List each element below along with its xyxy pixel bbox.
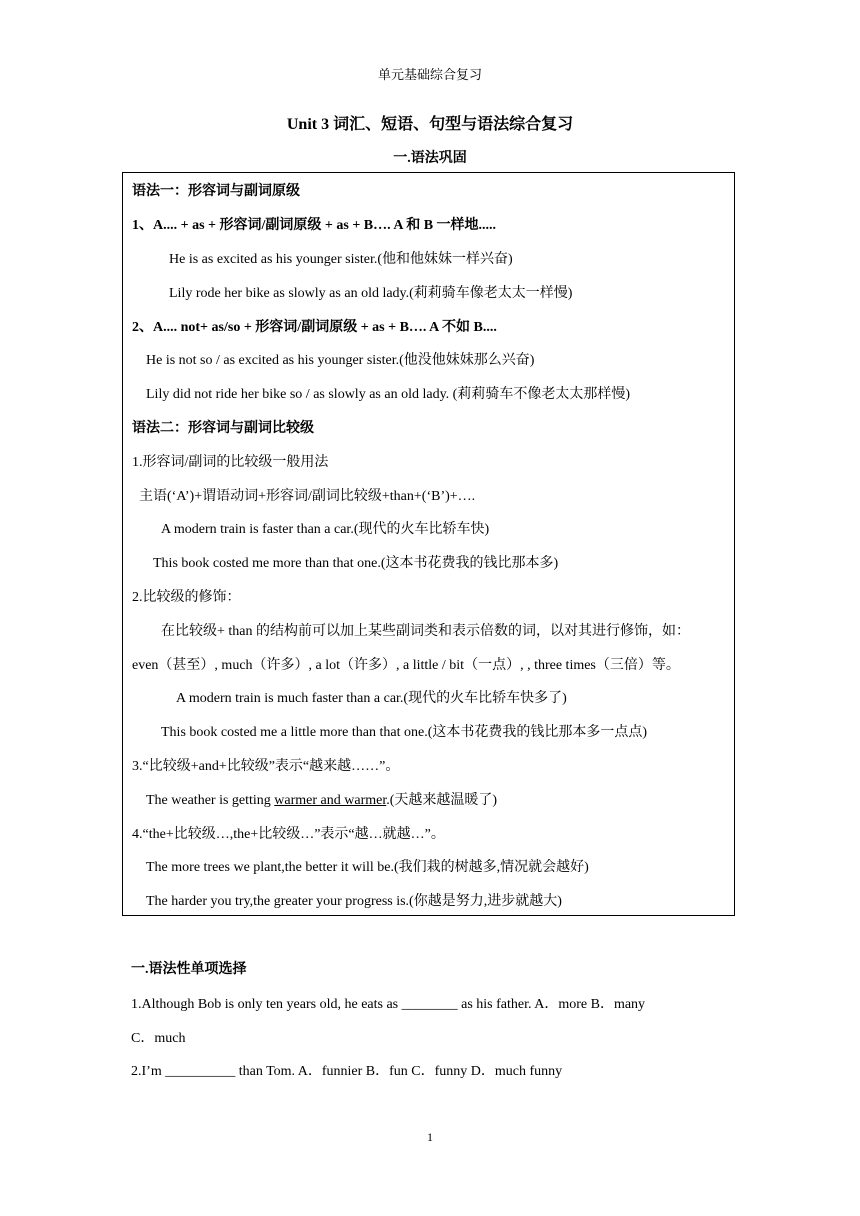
grammar2-point1: 1.形容词/副词的比较级一般用法 (132, 455, 329, 470)
grammar2-example2: This book costed me more than that one.(这本书花费我的钱比那本多) (153, 556, 559, 571)
grammar1-heading: 语法一：形容词与副词原级 (132, 184, 300, 199)
document-title: Unit 3 词汇、短语、句型与语法综合复习 (286, 116, 574, 133)
example5-text-end: .(天越来越温暖了) (386, 793, 498, 808)
grammar1-example3: He is not so / as excited as his younger sister.(他没他妹妹那么兴奋) (146, 353, 535, 368)
grammar1-rule2: 2、A.... not+ as/so + 形容词/副词原级 + as + B…. A 不如 B.... (132, 320, 497, 335)
grammar2-point2: 2.比较级的修饰： (132, 590, 241, 605)
grammar2-point2-text1: 在比较级+ than 的结构前可以加上某些副词类和表示倍数的词，以对其进行修饰，如： (161, 624, 690, 639)
grammar2-example6: The more trees we plant,the better it will be.(我们栽的树越多,情况就会越好) (146, 860, 589, 875)
grammar1-example1: He is as excited as his younger sister.(他和他妹妹一样兴奋) (169, 252, 513, 267)
running-header: 单元基础综合复习 (377, 67, 482, 82)
question-1-option-c: C．much (131, 1031, 186, 1046)
section-title-grammar-review: 一.语法巩固 (393, 151, 467, 166)
grammar2-formula: 主语(‘A’)+谓语动词+形容词/副词比较级+than+(‘B’)+…. (139, 489, 476, 504)
grammar1-rule1: 1、A.... + as + 形容词/副词原级 + as + B…. A 和 B 一样地..... (132, 218, 497, 233)
grammar2-point4: 4.“the+比较级…,the+比较级…”表示“越…就越…”。 (132, 827, 445, 842)
example5-underlined-phrase: warmer and warmer (274, 793, 387, 808)
example5-text-start: The weather is getting (146, 793, 275, 808)
grammar2-example5 (146, 792, 497, 810)
grammar-box (122, 172, 735, 916)
grammar2-example7: The harder you try,the greater your progress is.(你越是努力,进步就越大) (146, 894, 562, 909)
grammar2-point2-text2: even（甚至）, much（许多）, a lot（许多）, a little / bit（一点）, , three times（三倍）等。 (132, 658, 680, 673)
question-2: 2.I’m __________ than Tom. A．funnier B．fun C．funny D．much funny (131, 1064, 563, 1079)
grammar2-heading: 语法二：形容词与副词比较级 (132, 421, 314, 436)
page-number: 1 (427, 1130, 433, 1144)
question-1: 1.Although Bob is only ten years old, he eats as ________ as his father. A．more B．many (131, 997, 646, 1012)
grammar1-example2: Lily rode her bike as slowly as an old lady.(莉莉骑车像老太太一样慢) (169, 286, 573, 301)
grammar1-example4: Lily did not ride her bike so / as slowly as an old lady. (莉莉骑车不像老太太那样慢) (146, 387, 630, 402)
grammar2-point3: 3.“比较级+and+比较级”表示“越来越……”。 (132, 759, 400, 774)
section-title-multiple-choice: 一.语法性单项选择 (131, 962, 247, 977)
grammar2-example3: A modern train is much faster than a car.(现代的火车比轿车快多了) (176, 691, 567, 706)
grammar2-example4: This book costed me a little more than that one.(这本书花费我的钱比那本多一点点) (161, 725, 648, 740)
grammar2-example1: A modern train is faster than a car.(现代的火车比轿车快) (161, 522, 490, 537)
